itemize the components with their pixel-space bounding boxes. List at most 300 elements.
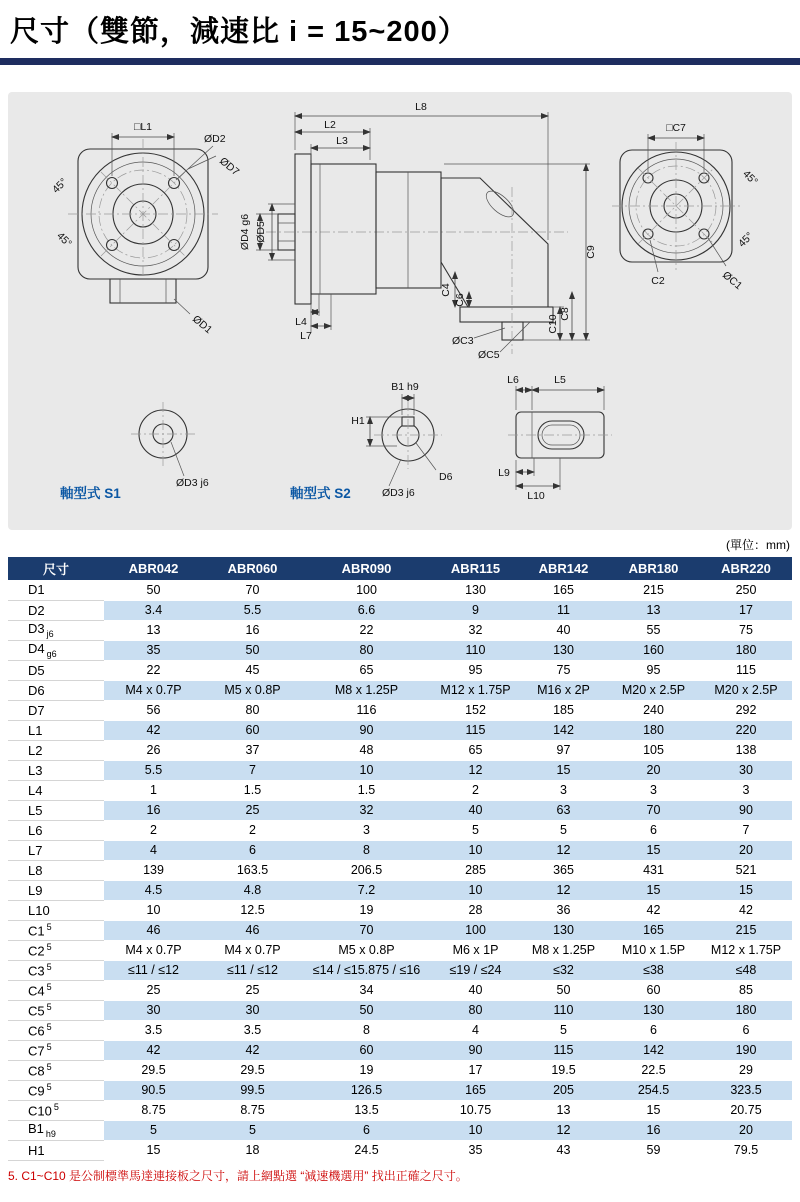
dimension-value: 60	[302, 1040, 431, 1060]
dimension-value: 48	[302, 740, 431, 760]
dimension-value: 8	[302, 840, 431, 860]
dimension-value: ≤11 / ≤12	[104, 960, 203, 980]
dim-label-l8: L8	[415, 101, 427, 113]
dimension-value: M8 x 1.25P	[302, 680, 431, 700]
table-row-c2	[8, 940, 792, 960]
row-label: C10 $^5$	[8, 1100, 104, 1120]
dimension-value: 4	[104, 840, 203, 860]
dimension-value: 165	[520, 580, 607, 600]
dimension-value: 22	[104, 660, 203, 680]
dimension-value: 206.5	[302, 860, 431, 880]
dimension-value: 28	[431, 900, 520, 920]
dimension-value: 70	[607, 800, 700, 820]
dimension-value: 85	[700, 980, 792, 1000]
dim-label-h1: H1	[351, 415, 365, 427]
table-row-h1	[8, 1140, 792, 1160]
dimension-value: 16	[607, 1120, 700, 1140]
dimension-value: 130	[520, 920, 607, 940]
dimension-value: 15	[607, 880, 700, 900]
dim-label-d1: ØD1	[190, 313, 215, 337]
dimension-value: 29.5	[203, 1060, 302, 1080]
dimension-value: 110	[520, 1000, 607, 1020]
dimension-value: M5 x 0.8P	[302, 940, 431, 960]
row-label: C3 $^5$	[8, 960, 104, 980]
dimension-value: 5.5	[104, 760, 203, 780]
dimension-value: 130	[607, 1000, 700, 1020]
dimension-value: 13	[104, 620, 203, 640]
dimension-value: 80	[203, 700, 302, 720]
dimension-value: M5 x 0.8P	[203, 680, 302, 700]
dimension-value: 8	[302, 1020, 431, 1040]
row-label: C5 $^5$	[8, 1000, 104, 1020]
dimension-value: 12	[520, 880, 607, 900]
dimension-value: ≤48	[700, 960, 792, 980]
table-row-d5	[8, 660, 792, 680]
dimension-value: 30	[700, 760, 792, 780]
dim-label-front-45-lower: 45°	[54, 230, 74, 250]
dimension-value: 15	[607, 1100, 700, 1120]
dimension-value: M10 x 1.5P	[607, 940, 700, 960]
side-view	[239, 101, 597, 361]
dimension-value: 215	[700, 920, 792, 940]
dimension-value: 70	[302, 920, 431, 940]
dim-label-c5: ØC5	[478, 349, 500, 361]
dimension-value: 18	[203, 1140, 302, 1160]
dimension-value: 116	[302, 700, 431, 720]
row-label: C2 $^5$	[8, 940, 104, 960]
dimension-value: 99.5	[203, 1080, 302, 1100]
dim-label-c1: ØC1	[720, 269, 745, 293]
dimension-value: M16 x 2P	[520, 680, 607, 700]
dimension-value: 2	[104, 820, 203, 840]
dimension-value: 80	[302, 640, 431, 660]
table-row-c8	[8, 1060, 792, 1080]
dimension-value: M12 x 1.75P	[431, 680, 520, 700]
dimension-value: 70	[203, 580, 302, 600]
row-label: B1 $_{h9}$	[8, 1120, 104, 1140]
dimension-value: 26	[104, 740, 203, 760]
dimension-value: ≤11 / ≤12	[203, 960, 302, 980]
dimension-value: 15	[104, 1140, 203, 1160]
dimension-value: 3.5	[203, 1020, 302, 1040]
dim-label-c2: C2	[651, 275, 665, 287]
row-label: C6 $^5$	[8, 1020, 104, 1040]
column-header-abr090: ABR090	[302, 557, 431, 580]
dimension-value: 3	[302, 820, 431, 840]
dim-label-rear-45-upper: 45°	[740, 168, 760, 188]
dimension-value: 35	[104, 640, 203, 660]
row-label: D3 $_{j6}$	[8, 620, 104, 640]
dimension-value: 32	[431, 620, 520, 640]
dim-label-d5: ØD5	[255, 221, 267, 243]
dimension-value: 165	[607, 920, 700, 940]
dimension-value: 205	[520, 1080, 607, 1100]
column-header-abr115: ABR115	[431, 557, 520, 580]
row-label: D7	[8, 700, 104, 720]
dimension-value: 6	[607, 820, 700, 840]
dimension-value: 5	[104, 1120, 203, 1140]
dimension-value: M20 x 2.5P	[700, 680, 792, 700]
dimension-value: 29	[700, 1060, 792, 1080]
dimension-value: 40	[431, 800, 520, 820]
column-header-dimension: 尺寸	[8, 557, 104, 580]
dimension-value: 20	[700, 1120, 792, 1140]
dimension-value: 24.5	[302, 1140, 431, 1160]
dimension-value: 35	[431, 1140, 520, 1160]
row-label: L7	[8, 840, 104, 860]
dimension-value: 36	[520, 900, 607, 920]
dimension-value: 6	[203, 840, 302, 860]
table-row-c4	[8, 980, 792, 1000]
dimension-value: M4 x 0.7P	[203, 940, 302, 960]
dimension-value: M4 x 0.7P	[104, 940, 203, 960]
dimension-value: 5	[203, 1120, 302, 1140]
dim-label-s2-d3: ØD3 j6	[382, 487, 415, 499]
dimension-value: 1.5	[302, 780, 431, 800]
dimension-value: 254.5	[607, 1080, 700, 1100]
dimension-value: M12 x 1.75P	[700, 940, 792, 960]
column-header-abr060: ABR060	[203, 557, 302, 580]
table-row-l5	[8, 800, 792, 820]
dimension-value: 25	[203, 800, 302, 820]
table-row-d3	[8, 620, 792, 640]
column-header-abr142: ABR142	[520, 557, 607, 580]
table-row-d2	[8, 600, 792, 620]
dim-label-l9: L9	[498, 467, 510, 479]
dimension-value: 45	[203, 660, 302, 680]
dimension-value: 12	[520, 1120, 607, 1140]
dim-label-l6: L6	[507, 374, 519, 386]
dimension-value: 22.5	[607, 1060, 700, 1080]
dimension-value: 22	[302, 620, 431, 640]
dimension-value: 97	[520, 740, 607, 760]
row-label: L6	[8, 820, 104, 840]
table-row-l10	[8, 900, 792, 920]
table-row-c6	[8, 1020, 792, 1040]
dimension-value: 29.5	[104, 1060, 203, 1080]
dimension-value: 13	[607, 600, 700, 620]
dimension-value: 4.5	[104, 880, 203, 900]
dimension-value: M4 x 0.7P	[104, 680, 203, 700]
dimension-value: 1.5	[203, 780, 302, 800]
dimension-value: 3	[520, 780, 607, 800]
dimension-value: 323.5	[700, 1080, 792, 1100]
dimension-value: 8.75	[104, 1100, 203, 1120]
column-header-abr220: ABR220	[700, 557, 792, 580]
dimension-value: 4	[431, 1020, 520, 1040]
dim-label-c4: C4	[440, 283, 452, 297]
table-row-c5	[8, 1000, 792, 1020]
dimension-value: 8.75	[203, 1100, 302, 1120]
catalog-page	[0, 9, 800, 1184]
title-underline-bar	[0, 58, 800, 65]
dim-label-d4: ØD4 g6	[239, 213, 251, 251]
dimension-value: M8 x 1.25P	[520, 940, 607, 960]
dimension-value: 59	[607, 1140, 700, 1160]
dimension-value: 16	[203, 620, 302, 640]
shaft-type-s2-caption: 軸型式 S2	[290, 486, 351, 501]
dimension-value: 100	[431, 920, 520, 940]
column-header-abr180: ABR180	[607, 557, 700, 580]
dimension-value: 20	[607, 760, 700, 780]
dimension-value: 1	[104, 780, 203, 800]
dimension-value: 37	[203, 740, 302, 760]
table-row-c3	[8, 960, 792, 980]
table-row-c1	[8, 920, 792, 940]
dimension-value: 5.5	[203, 600, 302, 620]
dimension-value: 17	[700, 600, 792, 620]
dimension-value: 30	[203, 1000, 302, 1020]
table-row-l2	[8, 740, 792, 760]
dimension-value: 180	[700, 640, 792, 660]
dimension-value: 160	[607, 640, 700, 660]
dimension-value: 12.5	[203, 900, 302, 920]
dimension-value: 20	[700, 840, 792, 860]
row-label: L4	[8, 780, 104, 800]
table-header-row	[8, 557, 792, 580]
dimension-value: 115	[520, 1040, 607, 1060]
dimension-value: 215	[607, 580, 700, 600]
dimension-value: 240	[607, 700, 700, 720]
row-label: C7 $^5$	[8, 1040, 104, 1060]
dim-label-l10: L10	[527, 490, 545, 502]
dimension-value: 42	[700, 900, 792, 920]
dimension-value: 6	[302, 1120, 431, 1140]
page-title: 尺寸（雙節，減速比 i = 15~200）	[10, 16, 468, 48]
dim-label-l7: L7	[300, 330, 312, 342]
row-label: H1	[8, 1140, 104, 1160]
dimension-value: 365	[520, 860, 607, 880]
row-label: D1	[8, 580, 104, 600]
dimension-value: ≤19 / ≤24	[431, 960, 520, 980]
table-row-l1	[8, 720, 792, 740]
dimension-value: 10.75	[431, 1100, 520, 1120]
dimension-value: 292	[700, 700, 792, 720]
dimension-value: 105	[607, 740, 700, 760]
dimension-value: 79.5	[700, 1140, 792, 1160]
dimension-value: 55	[607, 620, 700, 640]
row-label: D4 $_{g6}$	[8, 640, 104, 660]
dimension-value: M6 x 1P	[431, 940, 520, 960]
dimension-value: 7	[203, 760, 302, 780]
row-label: L5	[8, 800, 104, 820]
dimension-value: 19.5	[520, 1060, 607, 1080]
dim-label-l2: L2	[324, 119, 336, 131]
dimension-value: 431	[607, 860, 700, 880]
shaft-type-s1-view	[60, 402, 209, 501]
dimension-value: 13.5	[302, 1100, 431, 1120]
dimension-value: 100	[302, 580, 431, 600]
row-label: L9	[8, 880, 104, 900]
dimension-value: 90	[302, 720, 431, 740]
dimension-value: 142	[607, 1040, 700, 1060]
dimension-value: 19	[302, 900, 431, 920]
dim-label-rear-45-lower: 45°	[736, 230, 756, 250]
row-label: D6	[8, 680, 104, 700]
dimension-value: 95	[431, 660, 520, 680]
front-view	[50, 121, 241, 336]
dimension-value: 250	[700, 580, 792, 600]
row-label: C1 $^5$	[8, 920, 104, 940]
dim-label-l3: L3	[336, 135, 348, 147]
dimension-value: 65	[302, 660, 431, 680]
dimension-value: 90	[431, 1040, 520, 1060]
unit-note: (單位：mm)	[726, 538, 790, 552]
dim-label-d6: D6	[439, 471, 453, 483]
dimension-value: 65	[431, 740, 520, 760]
dimension-value: 90	[700, 800, 792, 820]
dim-label-b1: B1 h9	[391, 381, 419, 393]
table-row-d7	[8, 700, 792, 720]
row-label: L10	[8, 900, 104, 920]
dimension-value: 138	[700, 740, 792, 760]
dim-label-l5: L5	[554, 374, 566, 386]
dim-label-s1-d3: ØD3 j6	[176, 477, 209, 489]
dimension-value: 285	[431, 860, 520, 880]
dimension-value: 7	[700, 820, 792, 840]
dimension-value: 80	[431, 1000, 520, 1020]
table-row-l6	[8, 820, 792, 840]
row-label: D5	[8, 660, 104, 680]
dim-label-c10: C10	[547, 314, 559, 334]
dimension-value: 3	[700, 780, 792, 800]
dimension-value: 42	[607, 900, 700, 920]
dimension-value: 17	[431, 1060, 520, 1080]
dimension-value: 4.8	[203, 880, 302, 900]
dimension-value: 9	[431, 600, 520, 620]
dimension-value: 180	[607, 720, 700, 740]
dim-label-c8: C8	[559, 307, 571, 321]
dimension-value: 32	[302, 800, 431, 820]
dimension-value: 90.5	[104, 1080, 203, 1100]
dimension-value: 43	[520, 1140, 607, 1160]
dimension-value: 15	[700, 880, 792, 900]
dim-label-c9: C9	[585, 245, 597, 259]
dimension-drawings	[8, 92, 792, 530]
dimension-value: 190	[700, 1040, 792, 1060]
dimension-value: 30	[104, 1000, 203, 1020]
table-row-d1	[8, 580, 792, 600]
dimension-value: 75	[700, 620, 792, 640]
table-row-l9	[8, 880, 792, 900]
column-header-abr042: ABR042	[104, 557, 203, 580]
table-row-l4	[8, 780, 792, 800]
dimension-value: 220	[700, 720, 792, 740]
dimension-value: 60	[607, 980, 700, 1000]
table-row-l8	[8, 860, 792, 880]
dimension-value: 3	[607, 780, 700, 800]
dim-label-c3: ØC3	[452, 335, 474, 347]
dim-label-d7: ØD7	[217, 155, 242, 179]
table-row-c10	[8, 1100, 792, 1120]
row-label: L2	[8, 740, 104, 760]
dimension-value: 46	[104, 920, 203, 940]
dim-label-l4: L4	[295, 316, 307, 328]
dimension-value: ≤32	[520, 960, 607, 980]
dimension-value: 7.2	[302, 880, 431, 900]
dimension-value: 15	[520, 760, 607, 780]
dim-label-c7: □C7	[666, 122, 686, 134]
dimension-value: 10	[302, 760, 431, 780]
dimension-value: 11	[520, 600, 607, 620]
dim-label-c6: C6	[454, 293, 466, 307]
dimension-value: 139	[104, 860, 203, 880]
dimension-value: 34	[302, 980, 431, 1000]
dimension-value: 165	[431, 1080, 520, 1100]
table-row-l3	[8, 760, 792, 780]
row-label: L1	[8, 720, 104, 740]
shaft-type-s2-view	[290, 374, 612, 502]
dimension-value: 185	[520, 700, 607, 720]
dimension-value: M20 x 2.5P	[607, 680, 700, 700]
dimension-value: 3.4	[104, 600, 203, 620]
dimension-value: ≤38	[607, 960, 700, 980]
dimension-value: 95	[607, 660, 700, 680]
table-row-c9	[8, 1080, 792, 1100]
dimension-value: 40	[520, 620, 607, 640]
dimension-value: 50	[302, 1000, 431, 1020]
dimension-value: 2	[203, 820, 302, 840]
dimension-value: 10	[431, 880, 520, 900]
dimension-value: 152	[431, 700, 520, 720]
dimensions-table	[8, 557, 792, 1161]
dimension-value: 3.5	[104, 1020, 203, 1040]
dimension-value: 6	[700, 1020, 792, 1040]
dimension-value: 50	[520, 980, 607, 1000]
dim-label-l1: □L1	[133, 121, 153, 133]
dimension-value: 56	[104, 700, 203, 720]
row-label: L3	[8, 760, 104, 780]
dimension-value: 63	[520, 800, 607, 820]
dimension-value: 130	[520, 640, 607, 660]
dimension-value: 42	[203, 1040, 302, 1060]
dimension-value: 19	[302, 1060, 431, 1080]
dimension-value: 10	[431, 840, 520, 860]
table-row-b1	[8, 1120, 792, 1140]
dimension-value: 110	[431, 640, 520, 660]
dim-label-front-45-upper: 45°	[50, 176, 70, 196]
dimension-value: 5	[520, 1020, 607, 1040]
dimension-value: 521	[700, 860, 792, 880]
dimension-value: 115	[431, 720, 520, 740]
dimension-value: 25	[203, 980, 302, 1000]
row-label: D2	[8, 600, 104, 620]
dimension-value: 10	[104, 900, 203, 920]
table-row-c7	[8, 1040, 792, 1060]
shaft-type-s1-caption: 軸型式 S1	[60, 486, 121, 501]
dimension-value: 42	[104, 720, 203, 740]
dimension-value: 15	[607, 840, 700, 860]
dimension-value: ≤14 / ≤15.875 / ≤16	[302, 960, 431, 980]
dimension-value: 163.5	[203, 860, 302, 880]
dimension-value: 2	[431, 780, 520, 800]
dimension-value: 180	[700, 1000, 792, 1020]
dimension-value: 20.75	[700, 1100, 792, 1120]
table-row-d6	[8, 680, 792, 700]
dimension-value: 5	[520, 820, 607, 840]
dimension-value: 130	[431, 580, 520, 600]
dimension-value: 6.6	[302, 600, 431, 620]
dimension-value: 10	[431, 1120, 520, 1140]
dimension-value: 13	[520, 1100, 607, 1120]
dimension-value: 115	[700, 660, 792, 680]
dimension-value: 12	[520, 840, 607, 860]
row-label: C4 $^5$	[8, 980, 104, 1000]
dimension-value: 25	[104, 980, 203, 1000]
footnote: 5. C1~C10 是公制標準馬達連接板之尺寸，請上網點選 “減速機選用” 找出正確之尺寸。	[8, 1168, 468, 1183]
dimension-value: 142	[520, 720, 607, 740]
row-label: C8 $^5$	[8, 1060, 104, 1080]
